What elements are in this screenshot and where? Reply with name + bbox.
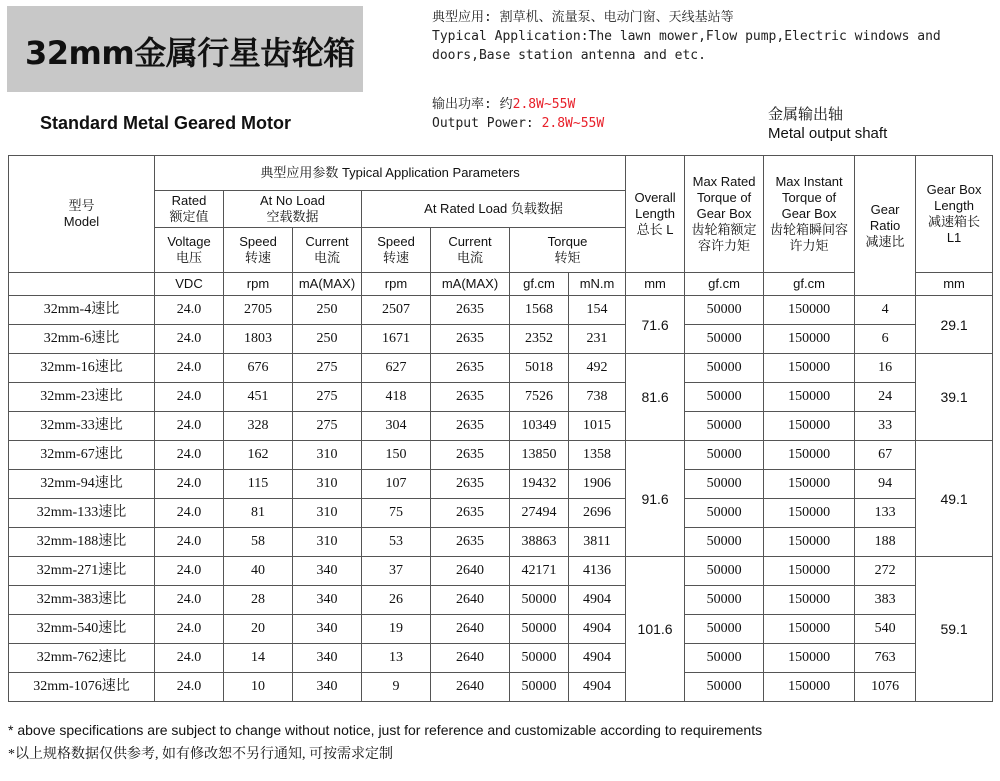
cell-nc: 250 [293, 296, 362, 325]
page-title: 32mm金属行星齿轮箱 [25, 34, 355, 72]
cell-ratio: 188 [855, 528, 916, 557]
cell-tm: 4904 [569, 586, 626, 615]
cell-rs: 2507 [362, 296, 431, 325]
cell-rs: 13 [362, 644, 431, 673]
cell-tg: 5018 [510, 354, 569, 383]
cell-rc: 2640 [431, 557, 510, 586]
cell-v: 24.0 [155, 586, 224, 615]
shaft-cn: 金属输出轴 [768, 106, 844, 123]
cell-ratio: 94 [855, 470, 916, 499]
table-row [9, 644, 993, 673]
cell-gearbox-length: 29.1 [916, 296, 993, 354]
cell-v: 24.0 [155, 441, 224, 470]
cell-tg: 2352 [510, 325, 569, 354]
cell-tm: 2696 [569, 499, 626, 528]
cell-mi: 150000 [764, 615, 855, 644]
unit-gfcm-rated: gf.cm [685, 273, 764, 296]
cell-gearbox-length: 49.1 [916, 441, 993, 557]
cell-mr: 50000 [685, 673, 764, 702]
cell-tm: 1358 [569, 441, 626, 470]
cell-ns: 328 [224, 412, 293, 441]
application-en-line1: Typical Application:The lawn mower,Flow pump,Electric windows and [432, 29, 941, 44]
power-cn-label: 输出功率: 约 [432, 97, 513, 112]
cell-nc: 275 [293, 354, 362, 383]
cell-model: 32mm-4速比 [9, 296, 155, 325]
cell-ns: 20 [224, 615, 293, 644]
header-noload-speed: Speed 转速 [224, 228, 293, 273]
unit-vdc: VDC [155, 273, 224, 296]
cell-tm: 738 [569, 383, 626, 412]
cell-mr: 50000 [685, 586, 764, 615]
unit-rpm-noload: rpm [224, 273, 293, 296]
cell-mi: 150000 [764, 470, 855, 499]
table-row [9, 325, 993, 354]
cell-ns: 1803 [224, 325, 293, 354]
cell-rs: 19 [362, 615, 431, 644]
cell-tg: 42171 [510, 557, 569, 586]
cell-nc: 310 [293, 441, 362, 470]
power-cn-value: 2.8W~55W [512, 97, 576, 112]
cell-rs: 107 [362, 470, 431, 499]
cell-tg: 27494 [510, 499, 569, 528]
cell-ratio: 272 [855, 557, 916, 586]
cell-rc: 2635 [431, 325, 510, 354]
cell-tg: 38863 [510, 528, 569, 557]
cell-mr: 50000 [685, 383, 764, 412]
cell-ratio: 763 [855, 644, 916, 673]
cell-ratio: 4 [855, 296, 916, 325]
cell-v: 24.0 [155, 383, 224, 412]
cell-rs: 1671 [362, 325, 431, 354]
power-en-value: 2.8W~55W [541, 116, 605, 131]
cell-model: 32mm-6速比 [9, 325, 155, 354]
cell-nc: 310 [293, 528, 362, 557]
cell-nc: 275 [293, 383, 362, 412]
cell-rs: 53 [362, 528, 431, 557]
cell-rc: 2640 [431, 673, 510, 702]
cell-mi: 150000 [764, 325, 855, 354]
table-row [9, 412, 993, 441]
spec-table [8, 155, 993, 702]
cell-rs: 304 [362, 412, 431, 441]
table-row [9, 586, 993, 615]
cell-rc: 2640 [431, 586, 510, 615]
header-rated-load: At Rated Load 负载数据 [362, 191, 626, 228]
cell-rc: 2635 [431, 296, 510, 325]
cell-mr: 50000 [685, 412, 764, 441]
application-cn: 典型应用: 割草机、流量泵、电动门窗、天线基站等 [432, 10, 734, 25]
cell-model: 32mm-188速比 [9, 528, 155, 557]
cell-nc: 340 [293, 673, 362, 702]
cell-nc: 250 [293, 325, 362, 354]
cell-ratio: 16 [855, 354, 916, 383]
cell-model: 32mm-540速比 [9, 615, 155, 644]
cell-ns: 81 [224, 499, 293, 528]
cell-tm: 1015 [569, 412, 626, 441]
header-params: 典型应用参数 Typical Application Parameters [155, 156, 626, 191]
cell-rc: 2640 [431, 644, 510, 673]
cell-rc: 2635 [431, 354, 510, 383]
table-row [9, 528, 993, 557]
cell-overall-length: 81.6 [626, 354, 685, 441]
cell-rc: 2635 [431, 383, 510, 412]
cell-tg: 50000 [510, 615, 569, 644]
cell-rs: 9 [362, 673, 431, 702]
cell-mi: 150000 [764, 412, 855, 441]
cell-ratio: 1076 [855, 673, 916, 702]
cell-nc: 310 [293, 499, 362, 528]
cell-rc: 2635 [431, 528, 510, 557]
cell-tg: 50000 [510, 644, 569, 673]
cell-mi: 150000 [764, 499, 855, 528]
cell-mi: 150000 [764, 354, 855, 383]
cell-v: 24.0 [155, 528, 224, 557]
cell-mr: 50000 [685, 296, 764, 325]
cell-v: 24.0 [155, 470, 224, 499]
table-row [9, 296, 993, 325]
table-row [9, 383, 993, 412]
cell-v: 24.0 [155, 354, 224, 383]
cell-ratio: 33 [855, 412, 916, 441]
title-banner [7, 6, 363, 92]
footnote-en: * above specifications are subject to change without notice, just for reference and customizable according to requirements [8, 722, 763, 738]
unit-blank [9, 273, 155, 296]
shaft-en: Metal output shaft [768, 125, 888, 142]
cell-rs: 627 [362, 354, 431, 383]
cell-mr: 50000 [685, 354, 764, 383]
cell-tm: 231 [569, 325, 626, 354]
unit-mm-gearbox: mm [916, 273, 993, 296]
cell-rs: 26 [362, 586, 431, 615]
application-info [432, 8, 941, 65]
cell-nc: 340 [293, 586, 362, 615]
table-row [9, 673, 993, 702]
cell-v: 24.0 [155, 296, 224, 325]
cell-ns: 451 [224, 383, 293, 412]
header-voltage: Voltage 电压 [155, 228, 224, 273]
cell-ratio: 67 [855, 441, 916, 470]
shaft-info [768, 105, 887, 143]
cell-tg: 10349 [510, 412, 569, 441]
cell-nc: 340 [293, 644, 362, 673]
cell-tg: 50000 [510, 586, 569, 615]
header-gear-ratio: Gear Ratio 减速比 [855, 156, 916, 296]
table-row [9, 557, 993, 586]
cell-mi: 150000 [764, 296, 855, 325]
cell-ns: 676 [224, 354, 293, 383]
cell-model: 32mm-94速比 [9, 470, 155, 499]
cell-tm: 4904 [569, 615, 626, 644]
header-no-load: At No Load 空载数据 [224, 191, 362, 228]
cell-rc: 2635 [431, 470, 510, 499]
header-model: 型号 Model [9, 156, 155, 273]
unit-gfcm-instant: gf.cm [764, 273, 855, 296]
cell-v: 24.0 [155, 644, 224, 673]
cell-mi: 150000 [764, 557, 855, 586]
cell-v: 24.0 [155, 615, 224, 644]
cell-v: 24.0 [155, 673, 224, 702]
table-row [9, 499, 993, 528]
cell-mr: 50000 [685, 441, 764, 470]
cell-ratio: 133 [855, 499, 916, 528]
cell-nc: 310 [293, 470, 362, 499]
header-noload-current: Current 电流 [293, 228, 362, 273]
cell-overall-length: 101.6 [626, 557, 685, 702]
cell-model: 32mm-271速比 [9, 557, 155, 586]
cell-mi: 150000 [764, 383, 855, 412]
header-gearbox-length: Gear Box Length 减速箱长 L1 [916, 156, 993, 273]
cell-tm: 3811 [569, 528, 626, 557]
power-en-label: Output Power: [432, 116, 542, 131]
cell-model: 32mm-1076速比 [9, 673, 155, 702]
table-row [9, 441, 993, 470]
cell-model: 32mm-16速比 [9, 354, 155, 383]
cell-ns: 40 [224, 557, 293, 586]
cell-rc: 2635 [431, 499, 510, 528]
cell-nc: 275 [293, 412, 362, 441]
cell-rc: 2635 [431, 441, 510, 470]
cell-ratio: 540 [855, 615, 916, 644]
unit-gfcm: gf.cm [510, 273, 569, 296]
cell-mr: 50000 [685, 470, 764, 499]
cell-ns: 2705 [224, 296, 293, 325]
cell-tg: 13850 [510, 441, 569, 470]
cell-mi: 150000 [764, 441, 855, 470]
table-row [9, 470, 993, 499]
cell-mr: 50000 [685, 325, 764, 354]
cell-gearbox-length: 59.1 [916, 557, 993, 702]
header-overall-length: Overall Length 总长 L [626, 156, 685, 273]
cell-ns: 28 [224, 586, 293, 615]
cell-model: 32mm-383速比 [9, 586, 155, 615]
cell-nc: 340 [293, 557, 362, 586]
cell-ns: 10 [224, 673, 293, 702]
header-max-rated-torque: Max Rated Torque of Gear Box 齿轮箱额定 容许力矩 [685, 156, 764, 273]
cell-tm: 154 [569, 296, 626, 325]
cell-tg: 1568 [510, 296, 569, 325]
cell-mr: 50000 [685, 644, 764, 673]
cell-ns: 14 [224, 644, 293, 673]
header-torque: Torque 转矩 [510, 228, 626, 273]
page-subtitle: Standard Metal Geared Motor [40, 113, 292, 133]
cell-ratio: 383 [855, 586, 916, 615]
cell-mi: 150000 [764, 528, 855, 557]
cell-tm: 4904 [569, 644, 626, 673]
cell-tm: 1906 [569, 470, 626, 499]
cell-gearbox-length: 39.1 [916, 354, 993, 441]
cell-tg: 7526 [510, 383, 569, 412]
cell-mr: 50000 [685, 557, 764, 586]
header-load-current: Current 电流 [431, 228, 510, 273]
header-rated: Rated 额定值 [155, 191, 224, 228]
cell-v: 24.0 [155, 325, 224, 354]
cell-tm: 4136 [569, 557, 626, 586]
cell-model: 32mm-67速比 [9, 441, 155, 470]
unit-ma-noload: mA(MAX) [293, 273, 362, 296]
cell-v: 24.0 [155, 557, 224, 586]
cell-ns: 162 [224, 441, 293, 470]
cell-rs: 37 [362, 557, 431, 586]
cell-overall-length: 71.6 [626, 296, 685, 354]
cell-tg: 19432 [510, 470, 569, 499]
cell-ns: 115 [224, 470, 293, 499]
cell-mi: 150000 [764, 586, 855, 615]
cell-rs: 150 [362, 441, 431, 470]
unit-rpm-load: rpm [362, 273, 431, 296]
cell-model: 32mm-33速比 [9, 412, 155, 441]
unit-mm-overall: mm [626, 273, 685, 296]
cell-rs: 418 [362, 383, 431, 412]
cell-mr: 50000 [685, 499, 764, 528]
cell-v: 24.0 [155, 499, 224, 528]
cell-mi: 150000 [764, 644, 855, 673]
cell-v: 24.0 [155, 412, 224, 441]
cell-mr: 50000 [685, 528, 764, 557]
cell-rs: 75 [362, 499, 431, 528]
cell-overall-length: 91.6 [626, 441, 685, 557]
cell-model: 32mm-23速比 [9, 383, 155, 412]
table-row [9, 354, 993, 383]
cell-tg: 50000 [510, 673, 569, 702]
cell-nc: 340 [293, 615, 362, 644]
cell-mr: 50000 [685, 615, 764, 644]
cell-tm: 4904 [569, 673, 626, 702]
output-power-info [432, 95, 604, 133]
cell-mi: 150000 [764, 673, 855, 702]
footnote-cn: *以上规格数据仅供参考, 如有修改恕不另行通知, 可按需求定制 [8, 747, 393, 762]
cell-model: 32mm-762速比 [9, 644, 155, 673]
cell-tm: 492 [569, 354, 626, 383]
application-en-line2: doors,Base station antenna and etc. [432, 48, 706, 63]
cell-rc: 2635 [431, 412, 510, 441]
unit-ma-load: mA(MAX) [431, 273, 510, 296]
cell-ratio: 24 [855, 383, 916, 412]
cell-ratio: 6 [855, 325, 916, 354]
header-max-instant-torque: Max Instant Torque of Gear Box 齿轮箱瞬间容 许力矩 [764, 156, 855, 273]
unit-mnm: mN.m [569, 273, 626, 296]
table-row [9, 615, 993, 644]
cell-rc: 2640 [431, 615, 510, 644]
cell-model: 32mm-133速比 [9, 499, 155, 528]
cell-ns: 58 [224, 528, 293, 557]
header-load-speed: Speed 转速 [362, 228, 431, 273]
